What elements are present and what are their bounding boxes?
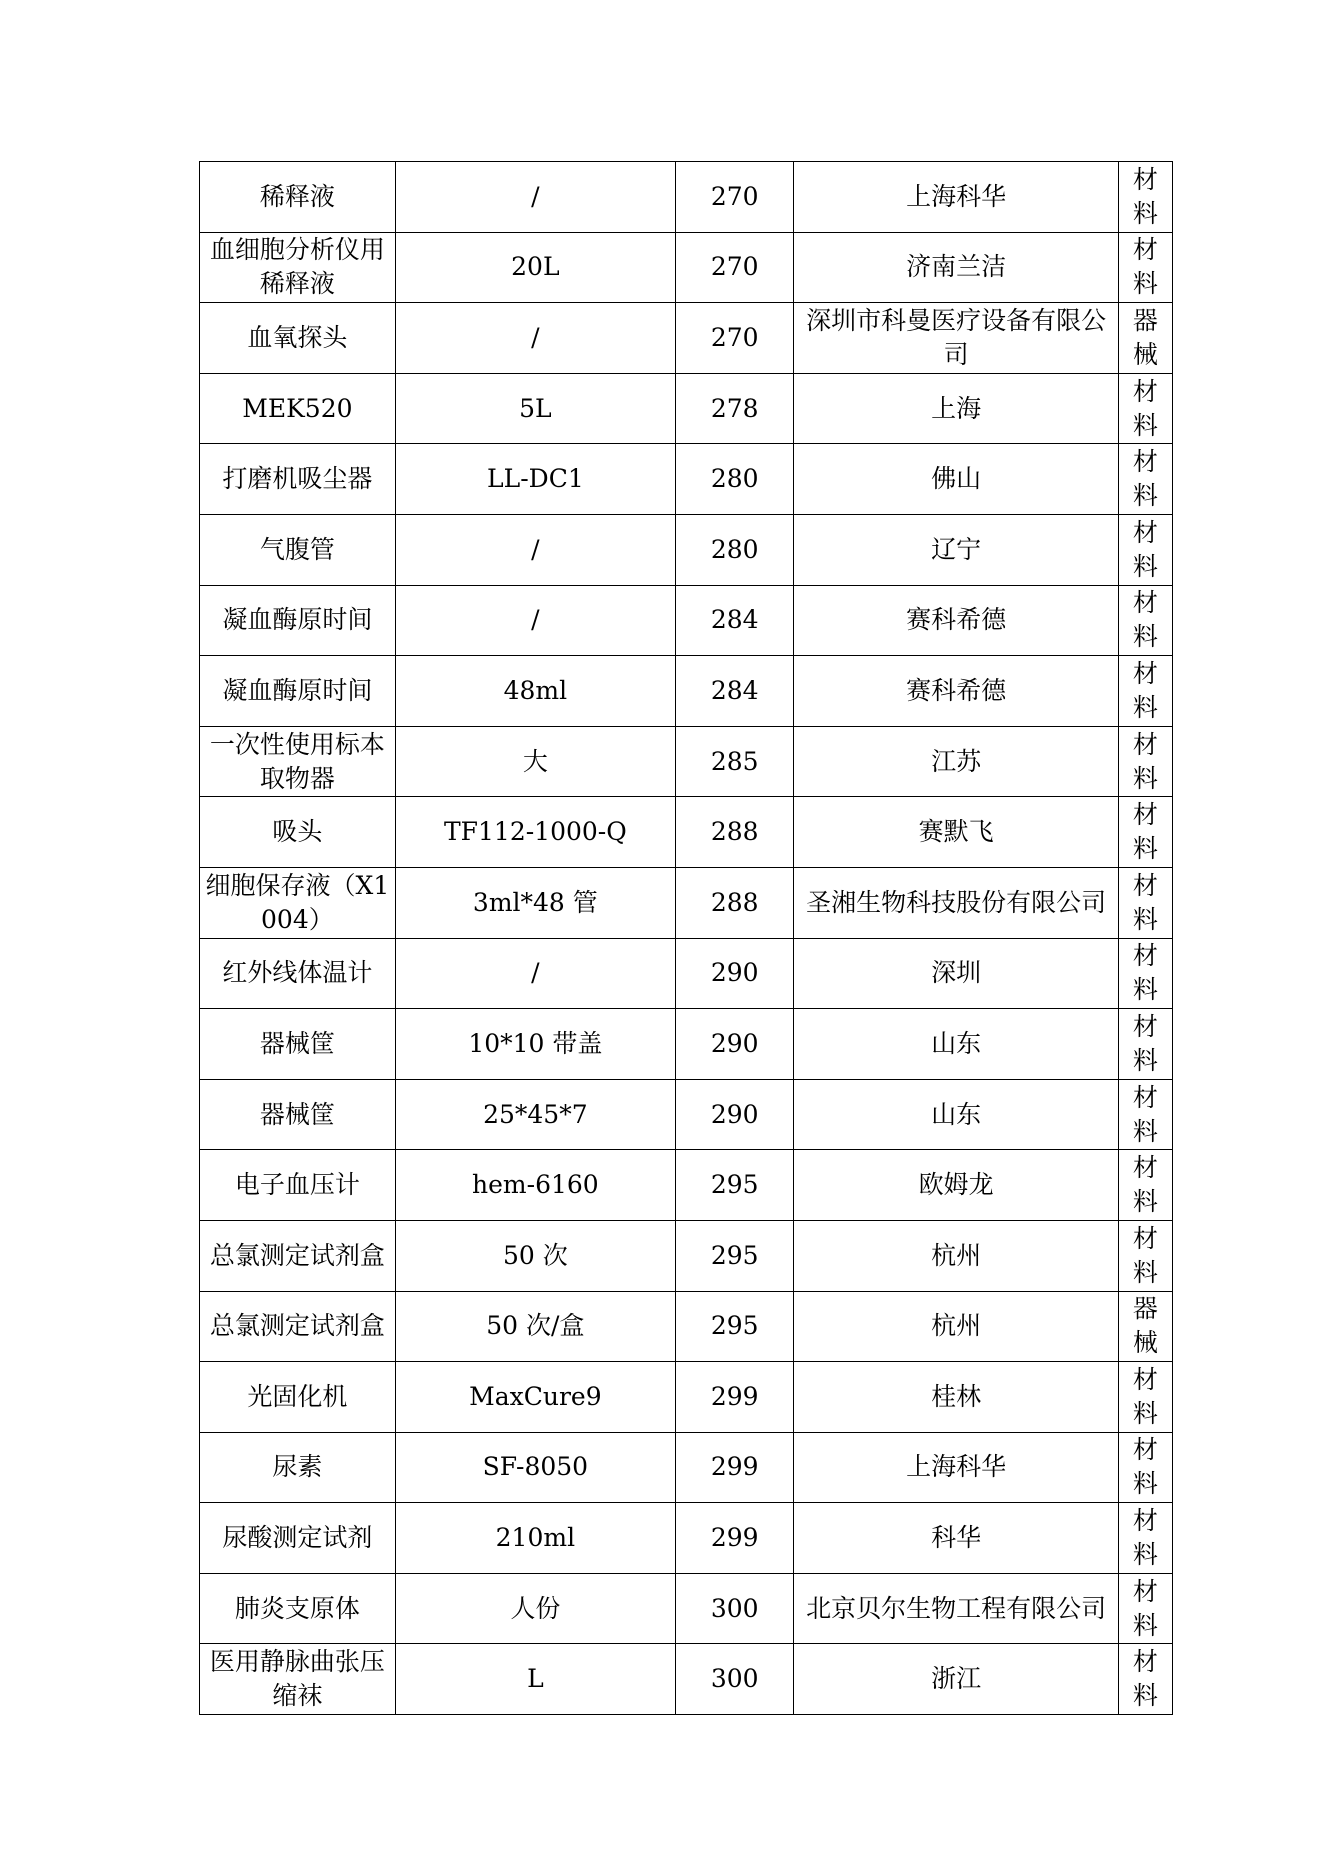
cell-product-name: 打磨机吸尘器 (200, 444, 396, 515)
cell-manufacturer: 济南兰洁 (794, 232, 1118, 303)
cell-product-name: 细胞保存液（X1004） (200, 867, 396, 938)
cell-manufacturer: 浙江 (794, 1644, 1118, 1715)
table-row (200, 1009, 1173, 1080)
cell-price: 270 (675, 303, 793, 374)
cell-spec: 大 (395, 726, 675, 797)
cell-category: 材料 (1118, 1150, 1172, 1221)
cell-product-name: 稀释液 (200, 162, 396, 233)
cell-price: 280 (675, 514, 793, 585)
cell-product-name: 器械筐 (200, 1079, 396, 1150)
cell-spec: LL-DC1 (395, 444, 675, 515)
product-table (199, 161, 1173, 1715)
cell-spec: / (395, 303, 675, 374)
cell-category: 材料 (1118, 162, 1172, 233)
cell-price: 270 (675, 232, 793, 303)
cell-category: 材料 (1118, 938, 1172, 1009)
cell-category: 材料 (1118, 1009, 1172, 1080)
cell-manufacturer: 杭州 (794, 1291, 1118, 1362)
cell-product-name: MEK520 (200, 373, 396, 444)
cell-spec: 210ml (395, 1503, 675, 1574)
cell-category: 材料 (1118, 1220, 1172, 1291)
cell-manufacturer: 欧姆龙 (794, 1150, 1118, 1221)
cell-price: 288 (675, 867, 793, 938)
cell-category: 材料 (1118, 232, 1172, 303)
table-row (200, 585, 1173, 656)
cell-spec: 48ml (395, 656, 675, 727)
cell-price: 284 (675, 656, 793, 727)
cell-product-name: 器械筐 (200, 1009, 396, 1080)
cell-spec: 50 次/盒 (395, 1291, 675, 1362)
table-row (200, 444, 1173, 515)
cell-product-name: 红外线体温计 (200, 938, 396, 1009)
cell-product-name: 医用静脉曲张压缩袜 (200, 1644, 396, 1715)
cell-price: 290 (675, 1009, 793, 1080)
table-row (200, 656, 1173, 727)
cell-price: 299 (675, 1362, 793, 1433)
cell-manufacturer: 上海科华 (794, 1432, 1118, 1503)
cell-category: 材料 (1118, 444, 1172, 515)
table-row (200, 1220, 1173, 1291)
cell-product-name: 血细胞分析仪用稀释液 (200, 232, 396, 303)
table-row (200, 1150, 1173, 1221)
cell-spec: 人份 (395, 1573, 675, 1644)
cell-product-name: 尿酸测定试剂 (200, 1503, 396, 1574)
cell-spec: / (395, 938, 675, 1009)
cell-spec: 50 次 (395, 1220, 675, 1291)
table-row (200, 938, 1173, 1009)
cell-price: 285 (675, 726, 793, 797)
cell-manufacturer: 上海科华 (794, 162, 1118, 233)
cell-product-name: 凝血酶原时间 (200, 585, 396, 656)
cell-product-name: 一次性使用标本取物器 (200, 726, 396, 797)
cell-spec: / (395, 585, 675, 656)
table-row (200, 373, 1173, 444)
table-row (200, 797, 1173, 868)
cell-manufacturer: 佛山 (794, 444, 1118, 515)
cell-price: 290 (675, 938, 793, 1009)
cell-manufacturer: 赛科希德 (794, 656, 1118, 727)
cell-spec: / (395, 162, 675, 233)
table-row (200, 1291, 1173, 1362)
cell-manufacturer: 赛科希德 (794, 585, 1118, 656)
cell-manufacturer: 圣湘生物科技股份有限公司 (794, 867, 1118, 938)
table-row (200, 1079, 1173, 1150)
cell-manufacturer: 北京贝尔生物工程有限公司 (794, 1573, 1118, 1644)
cell-price: 280 (675, 444, 793, 515)
cell-category: 材料 (1118, 1432, 1172, 1503)
cell-category: 材料 (1118, 726, 1172, 797)
cell-product-name: 电子血压计 (200, 1150, 396, 1221)
cell-manufacturer: 桂林 (794, 1362, 1118, 1433)
cell-manufacturer: 山东 (794, 1009, 1118, 1080)
cell-category: 材料 (1118, 797, 1172, 868)
cell-product-name: 光固化机 (200, 1362, 396, 1433)
cell-product-name: 总氯测定试剂盒 (200, 1291, 396, 1362)
cell-category: 器械 (1118, 1291, 1172, 1362)
cell-price: 299 (675, 1432, 793, 1503)
cell-category: 材料 (1118, 514, 1172, 585)
table-row (200, 867, 1173, 938)
table-row (200, 726, 1173, 797)
cell-spec: 25*45*7 (395, 1079, 675, 1150)
cell-manufacturer: 杭州 (794, 1220, 1118, 1291)
cell-price: 290 (675, 1079, 793, 1150)
cell-spec: 5L (395, 373, 675, 444)
cell-manufacturer: 江苏 (794, 726, 1118, 797)
cell-product-name: 血氧探头 (200, 303, 396, 374)
cell-price: 300 (675, 1644, 793, 1715)
cell-category: 材料 (1118, 867, 1172, 938)
cell-spec: 3ml*48 管 (395, 867, 675, 938)
table-row (200, 1362, 1173, 1433)
table-row (200, 1573, 1173, 1644)
cell-spec: MaxCure9 (395, 1362, 675, 1433)
cell-price: 299 (675, 1503, 793, 1574)
cell-price: 295 (675, 1220, 793, 1291)
cell-category: 材料 (1118, 1644, 1172, 1715)
cell-manufacturer: 辽宁 (794, 514, 1118, 585)
cell-category: 材料 (1118, 373, 1172, 444)
cell-manufacturer: 深圳 (794, 938, 1118, 1009)
cell-category: 材料 (1118, 656, 1172, 727)
cell-category: 器械 (1118, 303, 1172, 374)
cell-product-name: 吸头 (200, 797, 396, 868)
cell-manufacturer: 赛默飞 (794, 797, 1118, 868)
cell-price: 284 (675, 585, 793, 656)
cell-manufacturer: 科华 (794, 1503, 1118, 1574)
cell-spec: 20L (395, 232, 675, 303)
table-row (200, 1432, 1173, 1503)
cell-manufacturer: 山东 (794, 1079, 1118, 1150)
cell-spec: 10*10 带盖 (395, 1009, 675, 1080)
cell-price: 295 (675, 1291, 793, 1362)
table-row (200, 232, 1173, 303)
table-row (200, 1644, 1173, 1715)
table-row (200, 1503, 1173, 1574)
cell-spec: / (395, 514, 675, 585)
cell-category: 材料 (1118, 1503, 1172, 1574)
table-row (200, 162, 1173, 233)
cell-product-name: 气腹管 (200, 514, 396, 585)
cell-manufacturer: 上海 (794, 373, 1118, 444)
cell-spec: SF-8050 (395, 1432, 675, 1503)
cell-product-name: 肺炎支原体 (200, 1573, 396, 1644)
cell-spec: L (395, 1644, 675, 1715)
cell-category: 材料 (1118, 1079, 1172, 1150)
cell-price: 295 (675, 1150, 793, 1221)
table-row (200, 514, 1173, 585)
cell-category: 材料 (1118, 1573, 1172, 1644)
cell-product-name: 总氯测定试剂盒 (200, 1220, 396, 1291)
cell-product-name: 尿素 (200, 1432, 396, 1503)
cell-product-name: 凝血酶原时间 (200, 656, 396, 727)
cell-price: 288 (675, 797, 793, 868)
cell-category: 材料 (1118, 585, 1172, 656)
table-row (200, 303, 1173, 374)
product-table-body (200, 162, 1173, 1715)
cell-category: 材料 (1118, 1362, 1172, 1433)
cell-price: 300 (675, 1573, 793, 1644)
cell-price: 270 (675, 162, 793, 233)
cell-manufacturer: 深圳市科曼医疗设备有限公司 (794, 303, 1118, 374)
cell-spec: TF112-1000-Q (395, 797, 675, 868)
cell-spec: hem-6160 (395, 1150, 675, 1221)
cell-price: 278 (675, 373, 793, 444)
